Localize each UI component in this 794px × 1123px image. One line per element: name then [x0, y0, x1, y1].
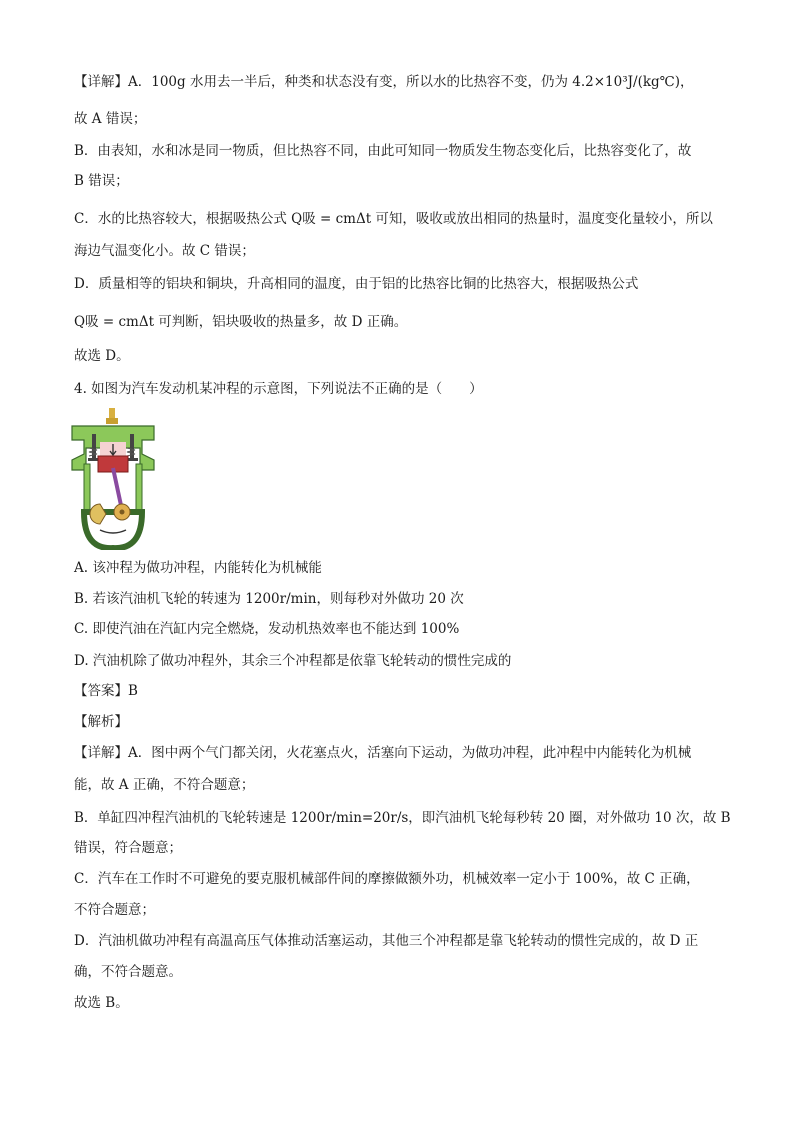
option-b: B. 若该汽油机飞轮的转速为 1200r/min，则每秒对外做功 20 次: [74, 591, 464, 607]
detail-line-8: 确，不符合题意。: [74, 964, 182, 980]
explanation-line-5: C．水的比热容较大，根据吸热公式 Q吸 = cmΔt 可知，吸收或放出相同的热量时，温度变化量较小，所以: [74, 211, 713, 227]
exhaust-valve-icon: [130, 434, 134, 460]
answer-label: 【答案】B: [74, 683, 138, 699]
question-4-stem: 4. 如图为汽车发动机某冲程的示意图，下列说法不正确的是（ ）: [74, 381, 483, 397]
explanation-line-3: B．由表知，水和冰是同一物质，但比热容不同，由此可知同一物质发生物态变化后，比热容变化了，故: [74, 143, 692, 159]
explanation-line-9: 故选 D。: [74, 348, 130, 364]
detail-line-9: 故选 B。: [74, 995, 129, 1011]
detail-line-6: 不符合题意；: [74, 902, 155, 918]
option-d: D. 汽油机除了做功冲程外，其余三个冲程都是依靠飞轮转动的惯性完成的: [74, 653, 512, 669]
analysis-label: 【解析】: [74, 714, 128, 730]
explanation-line-4: B 错误；: [74, 173, 129, 189]
explanation-line-7: D．质量相等的铝块和铜块，升高相同的温度，由于铝的比热容比铜的比热容大，根据吸热公式: [74, 276, 639, 292]
detail-line-5: C．汽车在工作时不可避免的要克服机械部件间的摩擦做额外功，机械效率一定小于 100%，故 C 正确，: [74, 871, 700, 887]
detail-line-2: 能，故 A 正确，不符合题意；: [74, 777, 255, 793]
explanation-line-2: 故 A 错误；: [74, 111, 147, 127]
option-c: C. 即使汽油在汽缸内完全燃烧，发动机热效率也不能达到 100%: [74, 621, 460, 637]
spark-plug-icon: [109, 408, 115, 418]
explanation-line-8: Q吸 = cmΔt 可判断，铝块吸收的热量多，故 D 正确。: [74, 314, 408, 330]
explanation-line-6: 海边气温变化小。故 C 错误；: [74, 243, 255, 259]
detail-line-7: D．汽油机做功冲程有高温高压气体推动活塞运动，其他三个冲程都是靠飞轮转动的惯性完成的，故 D 正: [74, 933, 699, 949]
intake-valve-icon: [92, 434, 96, 460]
detail-line-3: B．单缸四冲程汽油机的飞轮转速是 1200r/min=20r/s，即汽油机飞轮每秒转 20 圈，对外做功 10 次，故 B: [74, 810, 731, 826]
engine-stroke-diagram: [70, 408, 156, 550]
detail-line-1: 【详解】A．图中两个气门都关闭，火花塞点火，活塞向下运动，为做功冲程，此冲程中内能转化为机械: [74, 745, 692, 761]
option-a: A. 该冲程为做功冲程，内能转化为机械能: [74, 560, 322, 576]
detail-line-4: 错误，符合题意；: [74, 840, 182, 856]
explanation-line-1: 【详解】A．100g 水用去一半后，种类和状态没有变，所以水的比热容不变，仍为 4.2×10³J/(kg℃)，: [74, 74, 694, 90]
